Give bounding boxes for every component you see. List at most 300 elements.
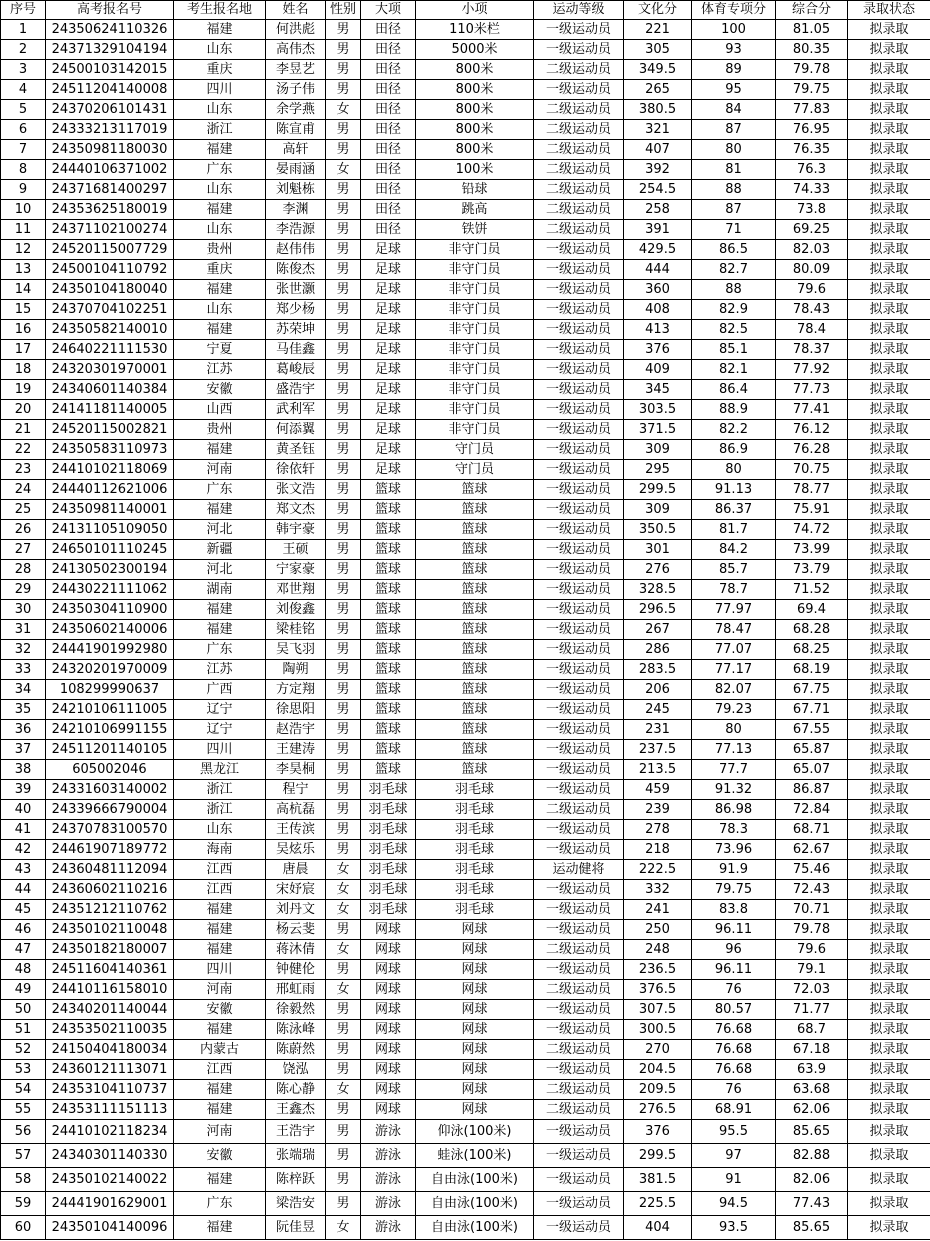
cell-culture-score: 221 (624, 20, 692, 40)
cell-exam-id: 24370206101431 (46, 100, 174, 120)
table-row (1, 180, 930, 200)
cell-region: 山东 (174, 820, 266, 840)
cell-region: 福建 (174, 1020, 266, 1040)
cell-category: 田径 (361, 140, 416, 160)
cell-exam-id: 24131105109050 (46, 520, 174, 540)
cell-region: 湖南 (174, 580, 266, 600)
cell-exam-id: 24370704102251 (46, 300, 174, 320)
cell-event: 铁饼 (416, 220, 534, 240)
cell-gender: 女 (326, 900, 361, 920)
cell-status: 拟录取 (848, 100, 930, 120)
cell-status: 拟录取 (848, 680, 930, 700)
cell-region: 安徽 (174, 1144, 266, 1168)
cell-total-score: 74.33 (776, 180, 848, 200)
table-row (1, 440, 930, 460)
cell-sport-score: 77.13 (692, 740, 776, 760)
table-row (1, 80, 930, 100)
cell-region: 内蒙古 (174, 1040, 266, 1060)
cell-name: 徐毅然 (266, 1000, 326, 1020)
cell-level: 一级运动员 (534, 760, 624, 780)
table-row (1, 840, 930, 860)
cell-region: 浙江 (174, 120, 266, 140)
cell-sport-score: 85.7 (692, 560, 776, 580)
cell-exam-id: 24210106991155 (46, 720, 174, 740)
cell-exam-id: 24340301140330 (46, 1144, 174, 1168)
table-row (1, 680, 930, 700)
cell-sport-score: 76 (692, 980, 776, 1000)
cell-total-score: 80.09 (776, 260, 848, 280)
cell-level: 二级运动员 (534, 940, 624, 960)
cell-exam-id: 24430221111062 (46, 580, 174, 600)
cell-culture-score: 299.5 (624, 1144, 692, 1168)
cell-sport-score: 82.5 (692, 320, 776, 340)
cell-status: 拟录取 (848, 220, 930, 240)
cell-status: 拟录取 (848, 760, 930, 780)
cell-region: 福建 (174, 1216, 266, 1240)
cell-culture-score: 376.5 (624, 980, 692, 1000)
cell-name: 武利军 (266, 400, 326, 420)
cell-gender: 女 (326, 1080, 361, 1100)
cell-level: 一级运动员 (534, 700, 624, 720)
cell-level: 二级运动员 (534, 180, 624, 200)
cell-gender: 女 (326, 100, 361, 120)
cell-exam-id: 24440112621006 (46, 480, 174, 500)
cell-index: 3 (1, 60, 46, 80)
cell-category: 篮球 (361, 660, 416, 680)
cell-sport-score: 78.3 (692, 820, 776, 840)
cell-sport-score: 88.9 (692, 400, 776, 420)
table-row (1, 140, 930, 160)
cell-index: 25 (1, 500, 46, 520)
cell-level: 一级运动员 (534, 660, 624, 680)
cell-category: 田径 (361, 100, 416, 120)
cell-culture-score: 349.5 (624, 60, 692, 80)
cell-name: 陈心静 (266, 1080, 326, 1100)
cell-index: 33 (1, 660, 46, 680)
cell-exam-id: 24511201140105 (46, 740, 174, 760)
cell-culture-score: 283.5 (624, 660, 692, 680)
cell-status: 拟录取 (848, 1144, 930, 1168)
cell-name: 吴炫乐 (266, 840, 326, 860)
cell-exam-id: 24520115002821 (46, 420, 174, 440)
cell-region: 河北 (174, 520, 266, 540)
cell-culture-score: 237.5 (624, 740, 692, 760)
cell-sport-score: 84 (692, 100, 776, 120)
cell-index: 31 (1, 620, 46, 640)
cell-event: 篮球 (416, 560, 534, 580)
cell-name: 苏荣坤 (266, 320, 326, 340)
cell-status: 拟录取 (848, 260, 930, 280)
cell-total-score: 82.03 (776, 240, 848, 260)
cell-gender: 男 (326, 680, 361, 700)
cell-exam-id: 24353111151113 (46, 1100, 174, 1120)
cell-gender: 男 (326, 700, 361, 720)
cell-gender: 男 (326, 780, 361, 800)
cell-name: 李渊 (266, 200, 326, 220)
cell-culture-score: 225.5 (624, 1192, 692, 1216)
cell-gender: 男 (326, 80, 361, 100)
cell-exam-id: 24331603140002 (46, 780, 174, 800)
cell-sport-score: 81.7 (692, 520, 776, 540)
cell-region: 广东 (174, 480, 266, 500)
cell-region: 福建 (174, 20, 266, 40)
cell-event: 蛙泳(100米) (416, 1144, 534, 1168)
cell-level: 一级运动员 (534, 540, 624, 560)
table-row (1, 260, 930, 280)
cell-sport-score: 97 (692, 1144, 776, 1168)
cell-event: 守门员 (416, 460, 534, 480)
cell-region: 辽宁 (174, 700, 266, 720)
cell-index: 1 (1, 20, 46, 40)
cell-gender: 男 (326, 800, 361, 820)
cell-index: 17 (1, 340, 46, 360)
cell-culture-score: 332 (624, 880, 692, 900)
cell-status: 拟录取 (848, 300, 930, 320)
cell-event: 网球 (416, 1000, 534, 1020)
cell-status: 拟录取 (848, 920, 930, 940)
cell-region: 贵州 (174, 420, 266, 440)
table-row (1, 1020, 930, 1040)
cell-region: 福建 (174, 620, 266, 640)
header-category: 大项 (361, 1, 416, 20)
cell-total-score: 62.67 (776, 840, 848, 860)
cell-sport-score: 76.68 (692, 1060, 776, 1080)
cell-name: 余学燕 (266, 100, 326, 120)
cell-event: 羽毛球 (416, 800, 534, 820)
cell-level: 二级运动员 (534, 220, 624, 240)
cell-status: 拟录取 (848, 540, 930, 560)
cell-status: 拟录取 (848, 400, 930, 420)
cell-gender: 男 (326, 40, 361, 60)
cell-name: 赵浩宇 (266, 720, 326, 740)
cell-category: 田径 (361, 20, 416, 40)
cell-culture-score: 459 (624, 780, 692, 800)
cell-exam-id: 24353104110737 (46, 1080, 174, 1100)
cell-region: 山西 (174, 400, 266, 420)
cell-level: 一级运动员 (534, 240, 624, 260)
cell-sport-score: 86.37 (692, 500, 776, 520)
cell-level: 一级运动员 (534, 900, 624, 920)
header-level: 运动等级 (534, 1, 624, 20)
cell-index: 54 (1, 1080, 46, 1100)
cell-total-score: 68.71 (776, 820, 848, 840)
table-row (1, 1080, 930, 1100)
cell-name: 晏雨涵 (266, 160, 326, 180)
cell-event: 篮球 (416, 640, 534, 660)
table-row (1, 160, 930, 180)
cell-sport-score: 100 (692, 20, 776, 40)
cell-level: 一级运动员 (534, 640, 624, 660)
cell-level: 一级运动员 (534, 880, 624, 900)
cell-category: 网球 (361, 920, 416, 940)
cell-gender: 男 (326, 120, 361, 140)
cell-culture-score: 371.5 (624, 420, 692, 440)
cell-sport-score: 82.1 (692, 360, 776, 380)
cell-event: 非守门员 (416, 420, 534, 440)
cell-gender: 男 (326, 1060, 361, 1080)
cell-exam-id: 24350104140096 (46, 1216, 174, 1240)
cell-total-score: 71.52 (776, 580, 848, 600)
cell-region: 江苏 (174, 360, 266, 380)
cell-category: 田径 (361, 60, 416, 80)
cell-region: 海南 (174, 840, 266, 860)
cell-event: 800米 (416, 100, 534, 120)
cell-level: 一级运动员 (534, 1216, 624, 1240)
cell-status: 拟录取 (848, 1192, 930, 1216)
cell-gender: 男 (326, 1000, 361, 1020)
cell-event: 800米 (416, 120, 534, 140)
cell-total-score: 77.41 (776, 400, 848, 420)
cell-culture-score: 250 (624, 920, 692, 940)
cell-culture-score: 265 (624, 80, 692, 100)
cell-total-score: 67.75 (776, 680, 848, 700)
cell-region: 山东 (174, 40, 266, 60)
cell-event: 篮球 (416, 600, 534, 620)
cell-exam-id: 24350182180007 (46, 940, 174, 960)
cell-gender: 男 (326, 500, 361, 520)
cell-region: 福建 (174, 320, 266, 340)
cell-event: 羽毛球 (416, 780, 534, 800)
cell-level: 一级运动员 (534, 1020, 624, 1040)
cell-index: 36 (1, 720, 46, 740)
cell-sport-score: 80.57 (692, 1000, 776, 1020)
cell-sport-score: 88 (692, 180, 776, 200)
cell-gender: 男 (326, 720, 361, 740)
cell-index: 24 (1, 480, 46, 500)
cell-gender: 男 (326, 260, 361, 280)
cell-exam-id: 24410102118234 (46, 1120, 174, 1144)
cell-name: 高轩 (266, 140, 326, 160)
cell-level: 一级运动员 (534, 440, 624, 460)
cell-region: 浙江 (174, 780, 266, 800)
table-row (1, 460, 930, 480)
cell-name: 梁桂铭 (266, 620, 326, 640)
cell-level: 一级运动员 (534, 40, 624, 60)
cell-region: 江苏 (174, 660, 266, 680)
cell-exam-id: 24351212110762 (46, 900, 174, 920)
cell-region: 宁夏 (174, 340, 266, 360)
cell-exam-id: 24370783100570 (46, 820, 174, 840)
cell-level: 一级运动员 (534, 500, 624, 520)
cell-region: 福建 (174, 140, 266, 160)
cell-exam-id: 24340601140384 (46, 380, 174, 400)
cell-level: 一级运动员 (534, 320, 624, 340)
cell-sport-score: 77.17 (692, 660, 776, 680)
cell-category: 网球 (361, 960, 416, 980)
cell-sport-score: 82.7 (692, 260, 776, 280)
cell-name: 李昱艺 (266, 60, 326, 80)
cell-region: 重庆 (174, 260, 266, 280)
cell-region: 新疆 (174, 540, 266, 560)
header-row (1, 1, 930, 20)
cell-event: 羽毛球 (416, 840, 534, 860)
cell-name: 邓世翔 (266, 580, 326, 600)
cell-sport-score: 95.5 (692, 1120, 776, 1144)
cell-event: 篮球 (416, 620, 534, 640)
cell-culture-score: 236.5 (624, 960, 692, 980)
cell-culture-score: 360 (624, 280, 692, 300)
cell-exam-id: 605002046 (46, 760, 174, 780)
cell-category: 篮球 (361, 620, 416, 640)
cell-total-score: 75.91 (776, 500, 848, 520)
table-row (1, 1120, 930, 1144)
cell-exam-id: 24410116158010 (46, 980, 174, 1000)
cell-total-score: 80.35 (776, 40, 848, 60)
cell-index: 51 (1, 1020, 46, 1040)
cell-total-score: 79.75 (776, 80, 848, 100)
cell-culture-score: 270 (624, 1040, 692, 1060)
table-row (1, 100, 930, 120)
cell-gender: 男 (326, 380, 361, 400)
cell-status: 拟录取 (848, 1216, 930, 1240)
cell-level: 二级运动员 (534, 160, 624, 180)
table-row (1, 20, 930, 40)
cell-sport-score: 76.68 (692, 1020, 776, 1040)
cell-event: 网球 (416, 920, 534, 940)
cell-exam-id: 24350624110326 (46, 20, 174, 40)
cell-category: 田径 (361, 200, 416, 220)
cell-level: 二级运动员 (534, 1040, 624, 1060)
cell-name: 陈梓跃 (266, 1168, 326, 1192)
cell-category: 足球 (361, 460, 416, 480)
cell-level: 一级运动员 (534, 420, 624, 440)
cell-gender: 男 (326, 240, 361, 260)
cell-event: 篮球 (416, 720, 534, 740)
cell-event: 篮球 (416, 680, 534, 700)
cell-gender: 男 (326, 640, 361, 660)
table-row (1, 880, 930, 900)
cell-culture-score: 300.5 (624, 1020, 692, 1040)
cell-name: 刘魁栋 (266, 180, 326, 200)
cell-name: 李浩源 (266, 220, 326, 240)
cell-index: 28 (1, 560, 46, 580)
cell-level: 一级运动员 (534, 80, 624, 100)
cell-status: 拟录取 (848, 60, 930, 80)
cell-index: 46 (1, 920, 46, 940)
cell-gender: 男 (326, 1144, 361, 1168)
cell-level: 一级运动员 (534, 780, 624, 800)
cell-total-score: 76.35 (776, 140, 848, 160)
cell-culture-score: 245 (624, 700, 692, 720)
cell-event: 羽毛球 (416, 820, 534, 840)
cell-culture-score: 286 (624, 640, 692, 660)
cell-exam-id: 24141181140005 (46, 400, 174, 420)
cell-category: 羽毛球 (361, 820, 416, 840)
cell-culture-score: 276.5 (624, 1100, 692, 1120)
cell-status: 拟录取 (848, 1120, 930, 1144)
cell-total-score: 77.43 (776, 1192, 848, 1216)
cell-culture-score: 381.5 (624, 1168, 692, 1192)
cell-culture-score: 239 (624, 800, 692, 820)
cell-index: 10 (1, 200, 46, 220)
table-row (1, 300, 930, 320)
cell-gender: 男 (326, 1100, 361, 1120)
cell-level: 一级运动员 (534, 400, 624, 420)
cell-region: 河北 (174, 560, 266, 580)
cell-name: 何添翼 (266, 420, 326, 440)
cell-gender: 男 (326, 220, 361, 240)
cell-exam-id: 24371681400297 (46, 180, 174, 200)
cell-status: 拟录取 (848, 200, 930, 220)
cell-category: 田径 (361, 120, 416, 140)
cell-level: 一级运动员 (534, 620, 624, 640)
cell-region: 福建 (174, 280, 266, 300)
cell-culture-score: 392 (624, 160, 692, 180)
cell-name: 王硕 (266, 540, 326, 560)
cell-status: 拟录取 (848, 1020, 930, 1040)
cell-gender: 男 (326, 420, 361, 440)
cell-name: 陈蔚然 (266, 1040, 326, 1060)
cell-region: 福建 (174, 920, 266, 940)
cell-index: 27 (1, 540, 46, 560)
cell-culture-score: 209.5 (624, 1080, 692, 1100)
cell-sport-score: 96.11 (692, 960, 776, 980)
cell-total-score: 62.06 (776, 1100, 848, 1120)
cell-total-score: 77.73 (776, 380, 848, 400)
cell-exam-id: 24130502300194 (46, 560, 174, 580)
cell-exam-id: 24150404180034 (46, 1040, 174, 1060)
cell-exam-id: 24339666790004 (46, 800, 174, 820)
cell-culture-score: 321 (624, 120, 692, 140)
cell-total-score: 77.92 (776, 360, 848, 380)
cell-index: 37 (1, 740, 46, 760)
table-row (1, 360, 930, 380)
cell-gender: 男 (326, 400, 361, 420)
cell-event: 网球 (416, 1060, 534, 1080)
cell-index: 5 (1, 100, 46, 120)
header-region: 考生报名地 (174, 1, 266, 20)
cell-status: 拟录取 (848, 740, 930, 760)
cell-event: 篮球 (416, 660, 534, 680)
cell-level: 一级运动员 (534, 1120, 624, 1144)
cell-name: 宁家豪 (266, 560, 326, 580)
cell-total-score: 78.4 (776, 320, 848, 340)
cell-culture-score: 408 (624, 300, 692, 320)
cell-sport-score: 91.32 (692, 780, 776, 800)
cell-total-score: 73.8 (776, 200, 848, 220)
table-row (1, 940, 930, 960)
cell-index: 23 (1, 460, 46, 480)
cell-total-score: 79.78 (776, 60, 848, 80)
cell-region: 浙江 (174, 800, 266, 820)
table-row (1, 60, 930, 80)
cell-total-score: 72.84 (776, 800, 848, 820)
cell-region: 山东 (174, 220, 266, 240)
cell-exam-id: 24640221111530 (46, 340, 174, 360)
cell-status: 拟录取 (848, 140, 930, 160)
cell-name: 郑文杰 (266, 500, 326, 520)
cell-gender: 男 (326, 200, 361, 220)
cell-level: 一级运动员 (534, 300, 624, 320)
cell-sport-score: 82.2 (692, 420, 776, 440)
cell-sport-score: 78.7 (692, 580, 776, 600)
cell-category: 网球 (361, 1040, 416, 1060)
cell-exam-id: 24350304110900 (46, 600, 174, 620)
cell-name: 唐晨 (266, 860, 326, 880)
cell-index: 40 (1, 800, 46, 820)
cell-gender: 男 (326, 460, 361, 480)
cell-status: 拟录取 (848, 20, 930, 40)
cell-gender: 男 (326, 600, 361, 620)
cell-status: 拟录取 (848, 900, 930, 920)
cell-status: 拟录取 (848, 280, 930, 300)
cell-sport-score: 96.11 (692, 920, 776, 940)
cell-region: 福建 (174, 500, 266, 520)
cell-status: 拟录取 (848, 160, 930, 180)
cell-event: 网球 (416, 960, 534, 980)
cell-status: 拟录取 (848, 580, 930, 600)
cell-culture-score: 404 (624, 1216, 692, 1240)
